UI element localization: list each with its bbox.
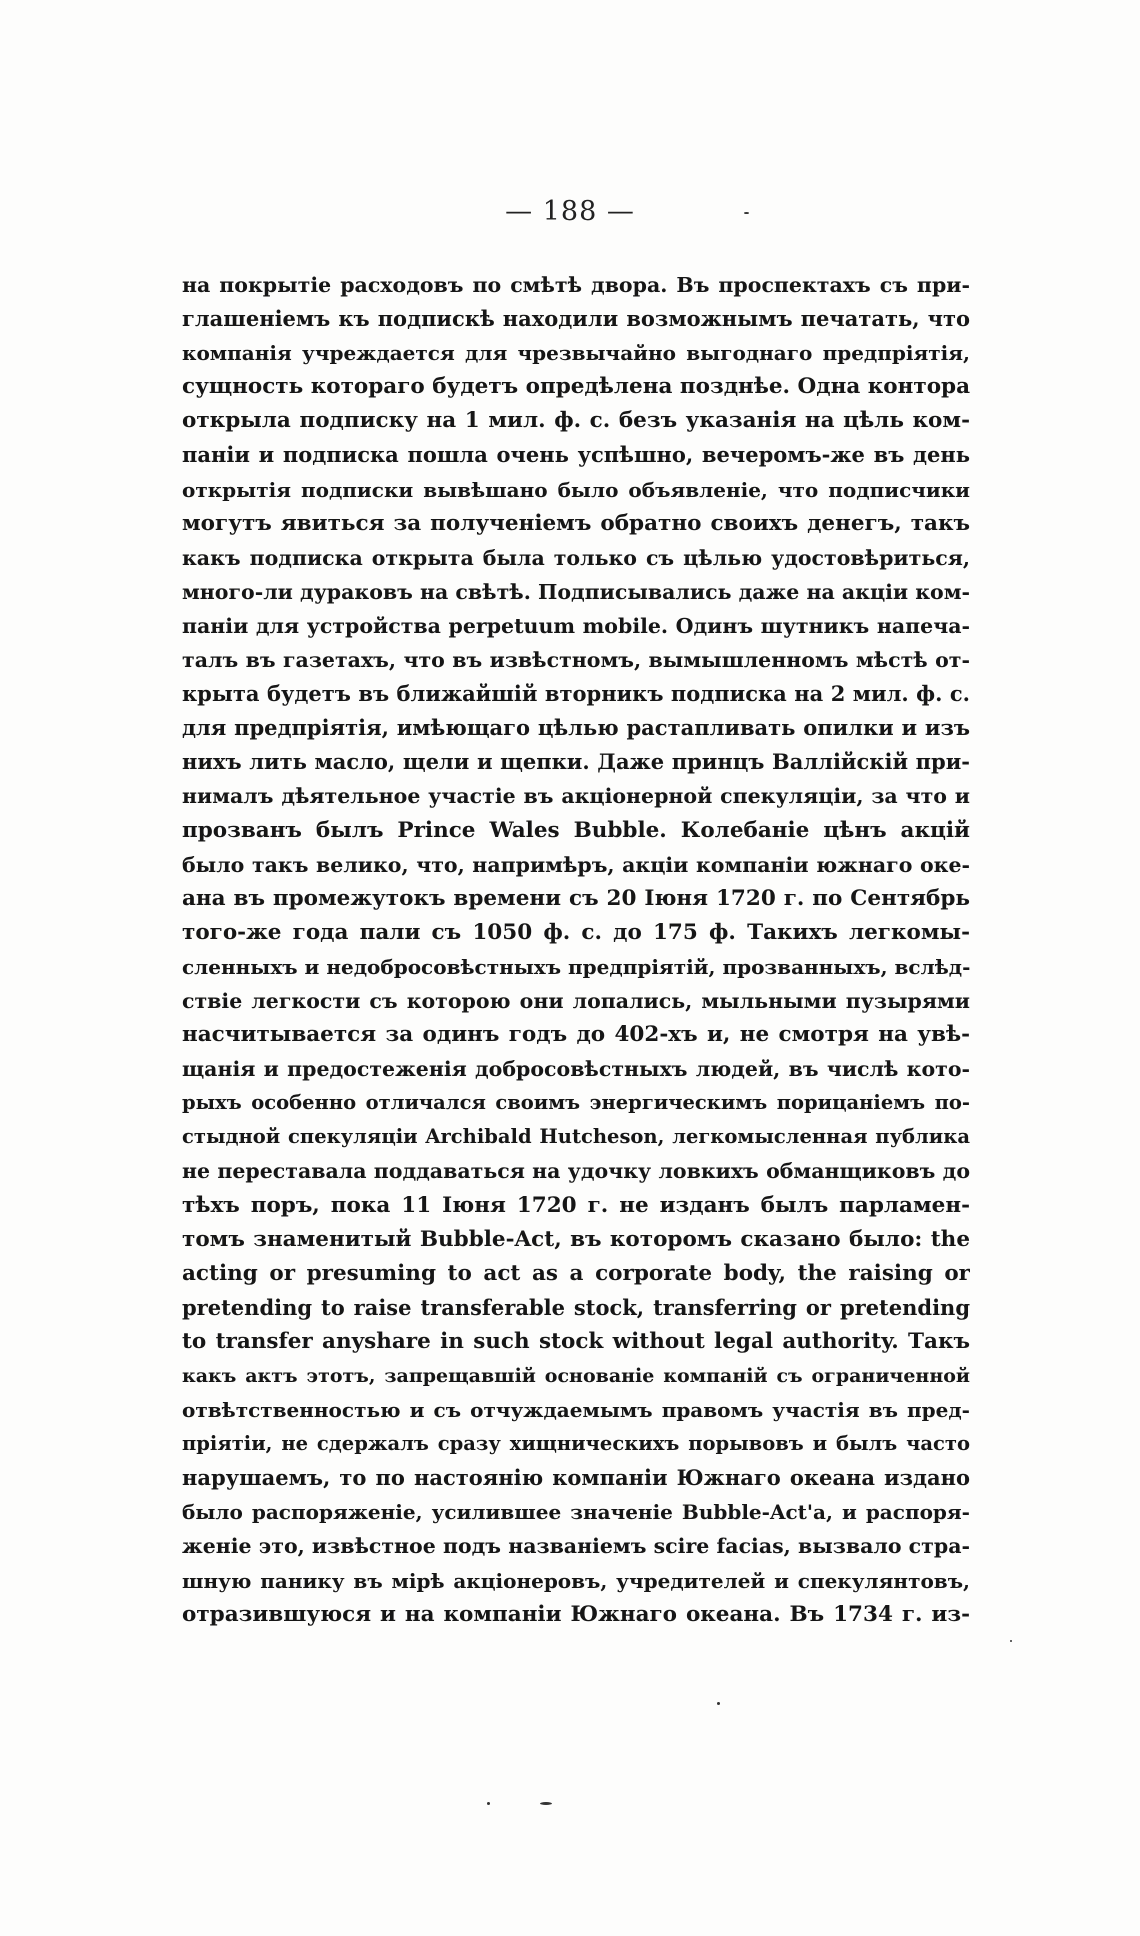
- scan-speck: [717, 1702, 720, 1705]
- text-line: могутъ явиться за полученіемъ обратно своихъ денегъ, такъ: [182, 510, 970, 536]
- page-number: — 188 —: [505, 196, 635, 227]
- text-line: ана въ промежутокъ времени съ 20 Іюня 1720 г. по Сентябрь: [182, 885, 970, 911]
- text-line: какъ актъ этотъ, запрещавшій основаніе компаній съ ограниченной: [182, 1365, 970, 1387]
- text-line: много-ли дураковъ на свѣтѣ. Подписывались даже на акціи ком-: [182, 579, 970, 604]
- scan-speck: [1010, 1640, 1012, 1642]
- text-line: шную панику въ мірѣ акціонеровъ, учредителей и спекулянтовъ,: [182, 1568, 970, 1593]
- scan-speck: [487, 1802, 490, 1805]
- text-line: на покрытіе расходовъ по смѣтѣ двора. Въ проспектахъ съ при-: [182, 273, 970, 297]
- text-line: насчитывается за одинъ годъ до 402-хъ и, не смотря на увѣ-: [182, 1022, 970, 1048]
- text-line: acting or presuming to act as a corporate body, the raising or: [182, 1260, 970, 1286]
- text-line: отвѣтственностью и съ отчуждаемымъ правомъ участія въ пред-: [182, 1398, 970, 1423]
- text-line: нарушаемъ, то по настоянію компаніи Южнаго океана издано: [182, 1465, 970, 1491]
- text-line: тѣхъ поръ, пока 11 Іюня 1720 г. не изданъ былъ парламен-: [182, 1192, 970, 1218]
- scan-speck: [744, 212, 749, 214]
- text-line: было такъ велико, что, напримѣръ, акціи компаніи южнаго оке-: [182, 852, 970, 877]
- text-line: to transfer anyshare in such stock without legal authority. Такъ: [182, 1328, 970, 1354]
- text-line: компанія учреждается для чрезвычайно выгоднаго предпріятія,: [182, 341, 970, 366]
- text-line: не переставала поддаваться на удочку ловкихъ обманщиковъ до: [182, 1159, 970, 1184]
- text-line: открытія подписки вывѣшано было объявленіе, что подписчики: [182, 477, 970, 502]
- text-line: стыдной спекуляціи Archibald Hutcheson, легкомысленная публика: [182, 1125, 970, 1149]
- scan-speck: [540, 1802, 552, 1805]
- text-line: открыла подписку на 1 мил. ф. с. безъ указанія на цѣль ком-: [182, 408, 970, 434]
- text-line: талъ въ газетахъ, что въ извѣстномъ, вымышленномъ мѣстѣ от-: [182, 648, 970, 673]
- text-line: того-же года пали съ 1050 ф. с. до 175 ф. Такихъ легкомы-: [182, 919, 970, 945]
- text-line: щанія и предостеженія добросовѣстныхъ людей, въ числѣ кото-: [182, 1057, 970, 1082]
- text-line: паніи для устройства perpetuum mobile. Одинъ шутникъ напеча-: [182, 613, 970, 638]
- text-line: крыта будетъ въ ближайшій вторникъ подписка на 2 мил. ф. с.: [182, 681, 970, 707]
- text-line: ствіе легкости съ которою они лопались, мыльными пузырями: [182, 988, 970, 1013]
- text-line: сленныхъ и недобросовѣстныхъ предпріятій, прозванныхъ, вслѣд-: [182, 954, 970, 979]
- text-line: прозванъ былъ Prince Wales Bubble. Колебаніе цѣнъ акцій: [182, 817, 970, 843]
- text-line: нималъ дѣятельное участіе въ акціонерной спекуляціи, за что и: [182, 784, 970, 809]
- text-line: паніи и подписка пошла очень успѣшно, вечеромъ-же въ день: [182, 442, 970, 468]
- text-line: женіе это, извѣстное подъ названіемъ scire facias, вызвало стра-: [182, 1534, 970, 1559]
- text-line: томъ знаменитый Bubble-Act, въ которомъ сказано было: the: [182, 1226, 970, 1252]
- text-line: какъ подписка открыта была только съ цѣлью удостовѣриться,: [182, 545, 970, 570]
- text-line: пріятіи, не сдержалъ сразу хищническихъ порывовъ и былъ часто: [182, 1432, 970, 1456]
- body-text: [182, 268, 970, 1632]
- text-line: pretending to raise transferable stock, transferring or pretending: [182, 1294, 970, 1320]
- text-line: глашеніемъ къ подпискѣ находили возможнымъ печатать, что: [182, 306, 970, 332]
- text-line: нихъ лить масло, щели и щепки. Даже принцъ Валлійскій при-: [182, 749, 970, 775]
- text-line: для предпріятія, имѣющаго цѣлью растапливать опилки и изъ: [182, 715, 970, 741]
- text-line: отразившуюся и на компаніи Южнаго океана. Въ 1734 г. из-: [182, 1601, 970, 1627]
- text-line: было распоряженіе, усилившее значеніе Bubble-Act'а, и распоря-: [182, 1500, 970, 1525]
- text-line: рыхъ особенно отличался своимъ энергическимъ порицаніемъ по-: [182, 1091, 970, 1115]
- text-line: сущность котораго будетъ опредѣлена позднѣе. Одна контора: [182, 374, 970, 400]
